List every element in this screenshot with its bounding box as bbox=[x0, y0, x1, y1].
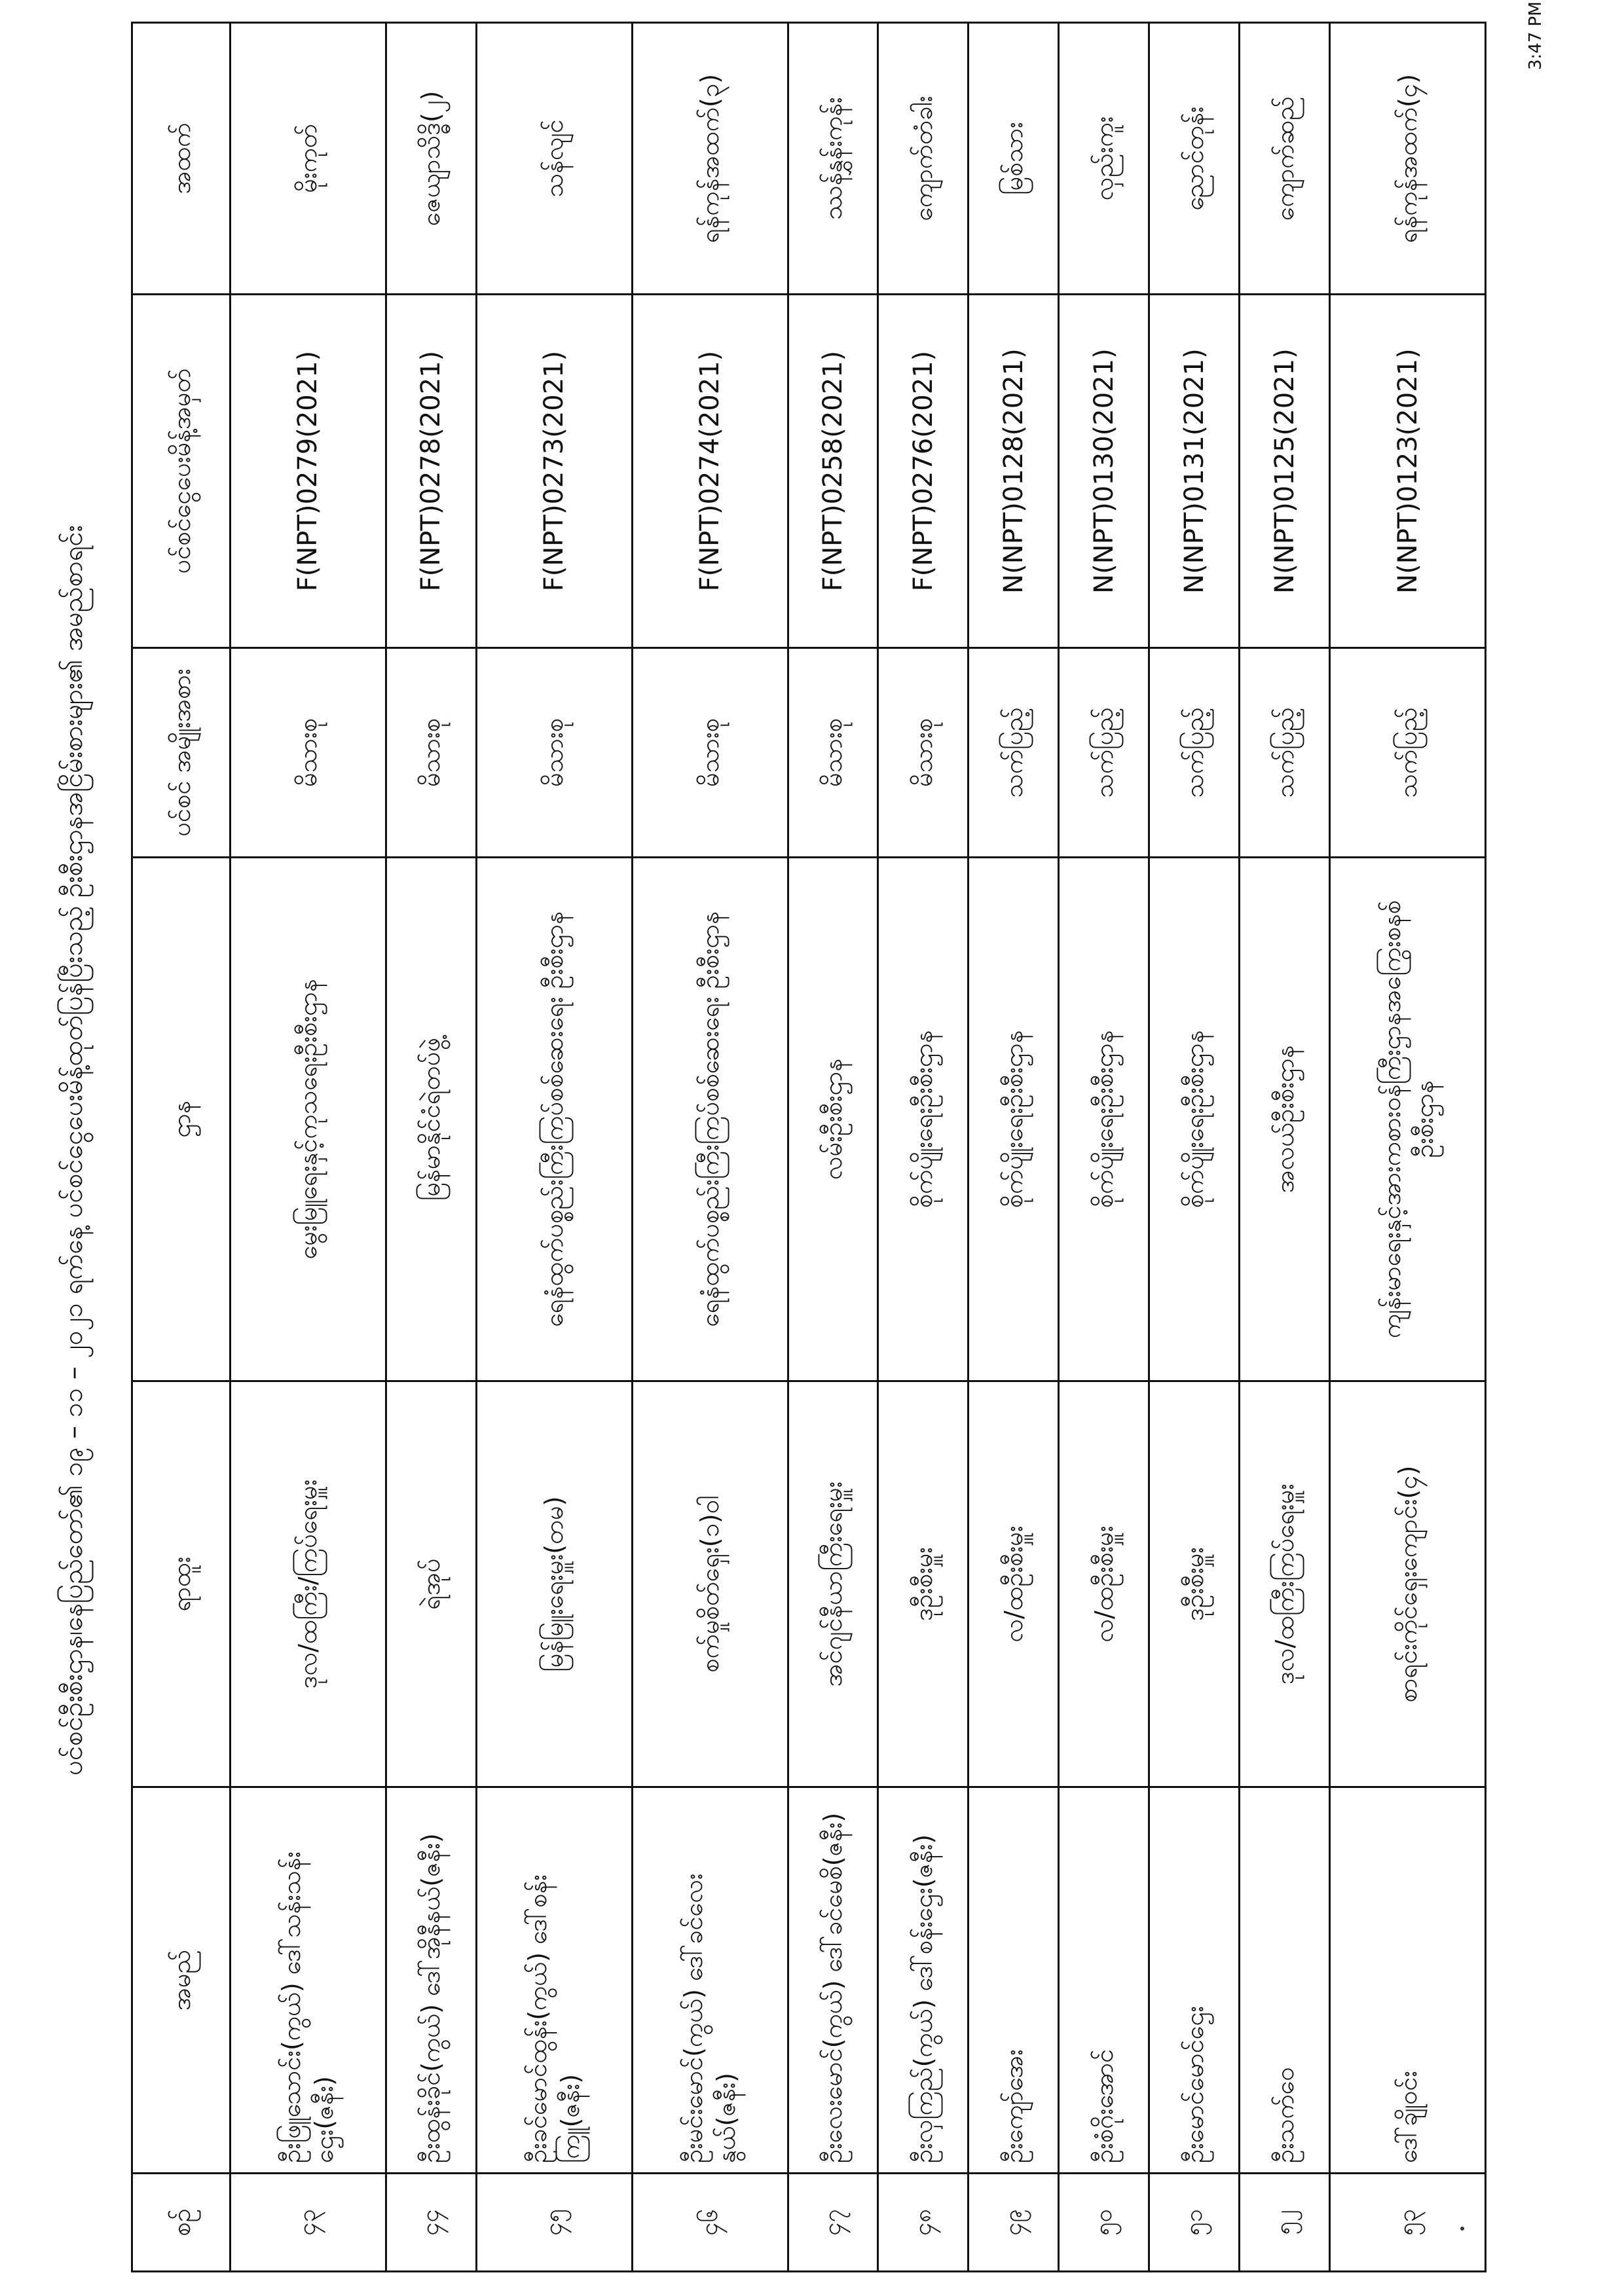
row-no: ၄၄ bbox=[386, 2174, 476, 2272]
row-order-no: N(NPT)0131(2021) bbox=[1149, 295, 1240, 648]
table-row bbox=[476, 23, 632, 2272]
table-row bbox=[632, 23, 788, 2272]
row-no: ၄၉ bbox=[969, 2174, 1059, 2272]
row-name: ဦးလှကြည်(ကွယ်) ဒေါ်စန်းဌေး(ဇနီး) bbox=[878, 1787, 969, 2174]
row-pension-type: သက်ပြည့် bbox=[969, 648, 1059, 858]
row-dept: စိုက်ပျိုးရေးဦးစီးဌာန bbox=[1149, 858, 1240, 1381]
row-dept: ကျန်းမာရေးနှင့်အားကစားဝန်ကြီးဌာနအကြွေးစနစ် ဦးစီးဌာန bbox=[1330, 858, 1486, 1381]
row-rank: စက်မှုစိတ်ရှေး(၁)ဝါ bbox=[632, 1381, 788, 1787]
row-no: ၄၃ bbox=[231, 2174, 386, 2272]
scan-dot bbox=[1460, 2227, 1464, 2231]
row-name: ဦးမောင်မောင်ဌေး bbox=[1149, 1787, 1240, 2174]
row-rank: ဒုဦးစီးမှူး bbox=[878, 1381, 969, 1787]
row-no: ၄၅ bbox=[476, 2174, 632, 2272]
row-dept: အလယ်ဦးစီးဌာန bbox=[1240, 858, 1330, 1381]
row-pension-type: သက်ပြည့် bbox=[1330, 648, 1486, 858]
row-order-no: F(NPT)0278(2021) bbox=[386, 295, 476, 648]
row-township: ကျောက်ဆည် bbox=[1240, 23, 1330, 295]
row-order-no: N(NPT)0130(2021) bbox=[1059, 295, 1149, 648]
row-no: ၅၃ bbox=[1330, 2174, 1486, 2272]
header-dept: ဌာန bbox=[132, 858, 231, 1381]
row-no: ၄၇ bbox=[788, 2174, 878, 2272]
row-township: ကျောက်တံခါး bbox=[878, 23, 969, 295]
header-order-no: ပင်စင်ငွေပေးမိန့်အမှတ် bbox=[132, 295, 231, 648]
row-pension-type: သက်ပြည့် bbox=[1149, 648, 1240, 858]
table-row bbox=[231, 23, 386, 2272]
row-no: ၅၁ bbox=[1149, 2174, 1240, 2272]
table-row bbox=[1240, 23, 1330, 2272]
row-order-no: N(NPT)0123(2021) bbox=[1330, 295, 1486, 648]
row-name: ဦးမင်းမောင်(ကွယ်) ဒေါ်ခင်လေးနွယ်(ဇနီး) bbox=[632, 1787, 788, 2174]
row-name: ဦးကျော်အေး bbox=[969, 1787, 1059, 2174]
table-row bbox=[1059, 23, 1149, 2272]
row-township: ရန်ကုန်အထက်(၃) bbox=[632, 23, 788, 295]
header-no: စဉ် bbox=[132, 2174, 231, 2272]
row-name: ဦးထွန်းခိုင်(ကွယ်) ဒေါ်အိုနီနယ်(ဇနီး) bbox=[386, 1787, 476, 2174]
row-township: သန်လျင် bbox=[476, 23, 632, 295]
row-dept: လမ်းဦးစီးဌာန bbox=[788, 858, 878, 1381]
row-order-no: N(NPT)0128(2021) bbox=[969, 295, 1059, 648]
pension-table bbox=[131, 22, 1486, 2272]
row-order-no: F(NPT)0279(2021) bbox=[231, 295, 386, 648]
table-row bbox=[386, 23, 476, 2272]
row-township: ရန်ကုန်အထက်(၄) bbox=[1330, 23, 1486, 295]
header-name: အမည် bbox=[132, 1787, 231, 2174]
row-no: ၄၈ bbox=[878, 2174, 969, 2272]
row-rank: ဒုလ/ထကြီးကြပ်ရေးမှူး bbox=[1240, 1381, 1330, 1787]
row-rank: စာရင်းကိုင်ရှေးကျောင်း(၄) bbox=[1330, 1381, 1486, 1787]
row-dept: ရေနံထွက်ပစ္စည်းကြီးကြပ်စစ်ဆေးရေး ဦးစီးဌာန bbox=[476, 858, 632, 1381]
row-township: လှည်းကူး bbox=[1059, 23, 1149, 295]
row-no: ၅၀ bbox=[1059, 2174, 1149, 2272]
row-pension-type: မိသားစု bbox=[632, 648, 788, 858]
row-pension-type: မိသားစု bbox=[231, 648, 386, 858]
table-row bbox=[788, 23, 878, 2272]
row-name: ဦးခင်မောင်ထွန်း(ကွယ်) ဒေါ်စန်းကြူ(ဇနီး) bbox=[476, 1787, 632, 2174]
row-pension-type: မိသားစု bbox=[788, 648, 878, 858]
row-rank: အင်ဂျင်နီယာကြီးရေးမှူး bbox=[788, 1381, 878, 1787]
row-order-no: F(NPT)0273(2021) bbox=[476, 295, 632, 648]
row-pension-type: မိသားစု bbox=[878, 648, 969, 858]
row-rank: ရဲအုပ် bbox=[386, 1381, 476, 1787]
print-timestamp: 3:47 PM bbox=[1526, 1, 1545, 70]
row-pension-type: မိသားစု bbox=[476, 648, 632, 858]
row-name: ဦးလေးမောင်(ကွယ်) ဒေါ်ခင်မေစိ(ဇနီး) bbox=[788, 1787, 878, 2174]
row-pension-type: သက်ပြည့် bbox=[1059, 648, 1149, 858]
row-pension-type: မိသားစု bbox=[386, 648, 476, 858]
row-dept: စိုက်ပျိုးရေးဦးစီးဌာန bbox=[969, 858, 1059, 1381]
header-township: အထက် bbox=[132, 23, 231, 295]
row-order-no: F(NPT)0258(2021) bbox=[788, 295, 878, 648]
row-dept: မွေးမြူရေးနှင့်ကုသရေးဦးစီးဌာန bbox=[231, 858, 386, 1381]
row-rank: လ/ထဦးစီးမှူး bbox=[969, 1381, 1059, 1787]
row-pension-type: သက်ပြည့် bbox=[1240, 648, 1330, 858]
row-order-no: N(NPT)0125(2021) bbox=[1240, 295, 1330, 648]
document-title: ပင်စင်ဦးစီးဌာန၊နေပြည်တော်၏ ၁၉ – ၁၁ – ၂၀၂၁ ရက်နေ့ ပင်စင်ငွေပေးမိန့်ထုတ်ပြန်ပြီးသည့် ဦးစီးဌာနအငြိမ်းစားများ၏ အမည်စာရင်း bbox=[58, 525, 88, 1776]
row-rank: လ/ထဦးစီးမှူး bbox=[1059, 1381, 1149, 1787]
table-row bbox=[1149, 23, 1240, 2272]
row-dept: မြန်မာနိုင်ငံရဲတပ်ဖွဲ့ bbox=[386, 858, 476, 1381]
row-order-no: F(NPT)0274(2021) bbox=[632, 295, 788, 648]
row-dept: စိုက်ပျိုးရေးဦးစီးဌာန bbox=[1059, 858, 1149, 1381]
table-row bbox=[969, 23, 1059, 2272]
row-no: ၅၂ bbox=[1240, 2174, 1330, 2272]
row-no: ၄၆ bbox=[632, 2174, 788, 2272]
row-name: ဒေါ်ချိုဝင်း bbox=[1330, 1787, 1486, 2174]
row-name: ဦးဖြူသောင်း(ကွယ်) ဒေါ်သန်းသန်းဌေး(ဇနီး) bbox=[231, 1787, 386, 2174]
row-dept: စိုက်ပျိုးရေးဦးစီးဌာန bbox=[878, 858, 969, 1381]
row-dept: ရေနံထွက်ပစ္စည်းကြီးကြပ်စစ်ဆေးရေး ဦးစီးဌာန bbox=[632, 858, 788, 1381]
row-name: ဦးစံဂိုးအောင် bbox=[1059, 1787, 1149, 2174]
row-township: ညောင်တုန်း bbox=[1149, 23, 1240, 295]
row-rank: ဒုဦးစီးမှူး bbox=[1149, 1381, 1240, 1787]
table-row bbox=[1330, 23, 1486, 2272]
row-township: မိုးကုတ် bbox=[231, 23, 386, 295]
row-rank: မြန်မြူးရေးမှူး(တမ) bbox=[476, 1381, 632, 1787]
header-row bbox=[132, 23, 231, 2272]
row-township: ဇေယျာသိဒ္ဓိ(၂) bbox=[386, 23, 476, 295]
row-rank: ဒုလ/ထကြီး/ကြပ်ရေးမှူး bbox=[231, 1381, 386, 1787]
row-name: ဦးသက်ဝေ bbox=[1240, 1787, 1330, 2174]
row-order-no: F(NPT)0276(2021) bbox=[878, 295, 969, 648]
row-township: ဿန်နွှန်းကုန်း bbox=[788, 23, 878, 295]
header-rank: ရာထူး bbox=[132, 1381, 231, 1787]
table-row bbox=[878, 23, 969, 2272]
header-pension-type: ပင်စင် အမျိုးအစား bbox=[132, 648, 231, 858]
row-township: မြစ်သား bbox=[969, 23, 1059, 295]
